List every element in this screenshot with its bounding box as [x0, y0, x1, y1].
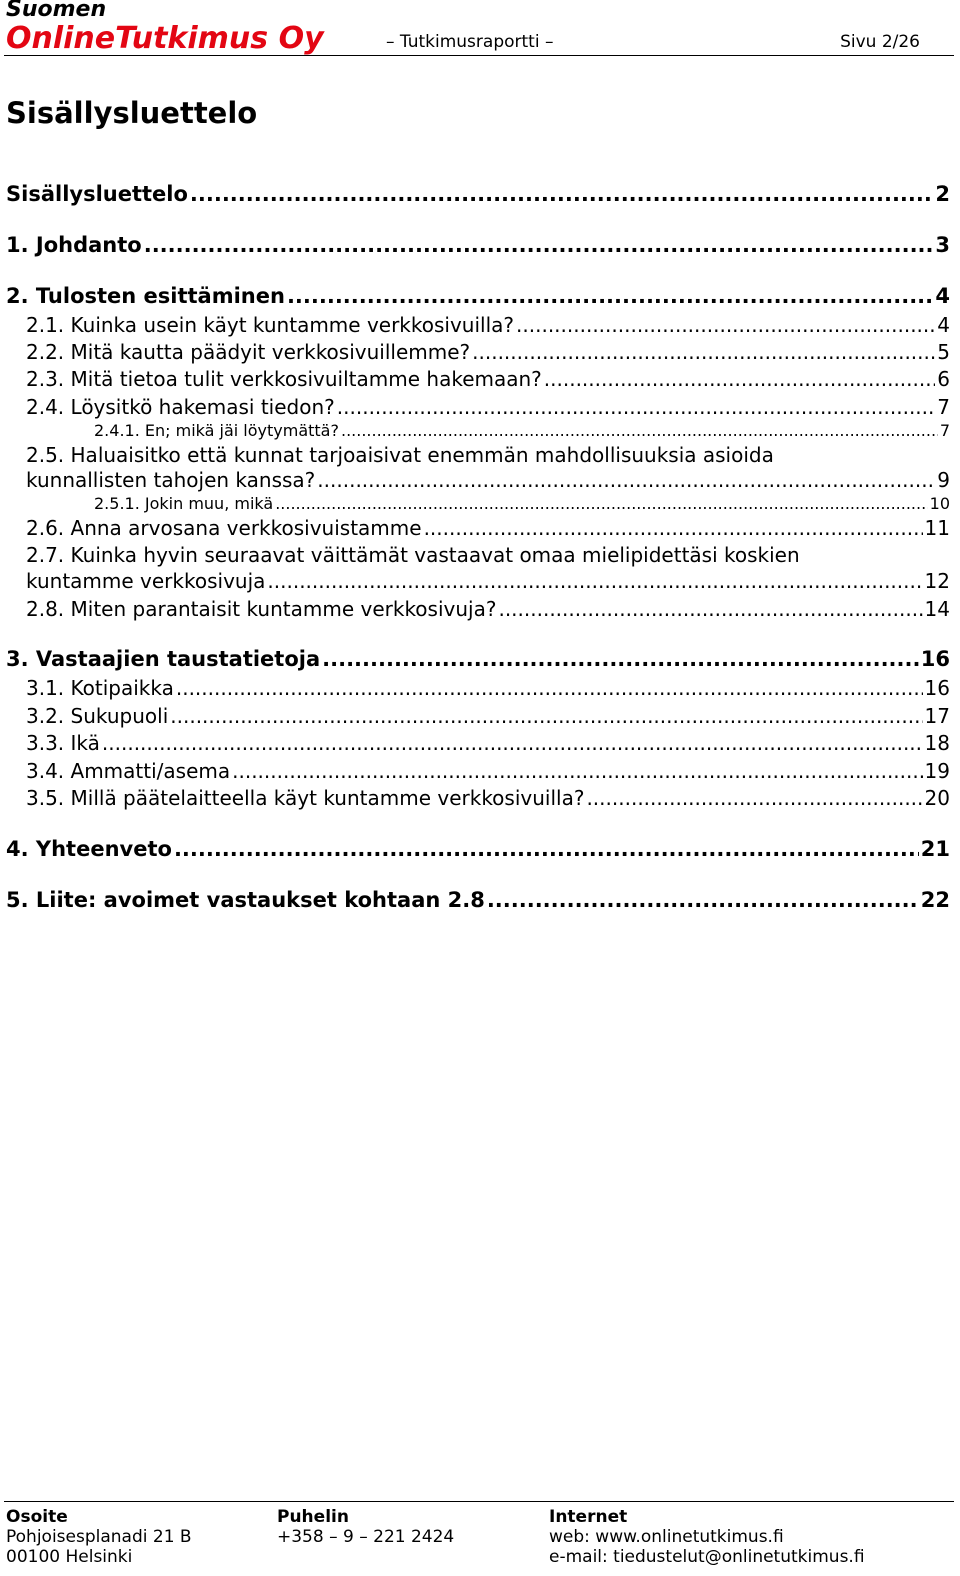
footer-internet	[549, 1507, 865, 1567]
toc-entry-label-line1[interactable]: 2.5. Haluaisitko että kunnat tarjoaisivat enemmän mahdollisuuksia asioida	[26, 443, 774, 467]
toc-entry-page: 4	[937, 313, 950, 337]
footer-phone-number: +358 – 9 – 221 2424	[277, 1527, 455, 1547]
footer-address-line2: 00100 Helsinki	[6, 1547, 133, 1567]
toc-leader-dots	[317, 468, 935, 493]
toc-leader-dots	[170, 704, 922, 729]
toc-entry-label: 3.1. Kotipaikka	[26, 676, 174, 700]
toc-entry-page: 6	[937, 367, 950, 391]
toc-entry-page: 11	[924, 516, 950, 540]
toc-entry-label: 3. Vastaajien taustatietoja	[6, 647, 321, 671]
toc-entry[interactable]	[6, 283, 950, 309]
toc-leader-dots	[341, 421, 938, 441]
toc-entry[interactable]	[26, 569, 950, 594]
toc-leader-dots	[176, 676, 923, 701]
toc-entry-label: 2.8. Miten parantaisit kuntamme verkkosivuja?	[26, 597, 497, 621]
toc-entry[interactable]	[26, 597, 950, 622]
toc-entry[interactable]	[6, 887, 950, 913]
toc-leader-dots	[424, 516, 923, 541]
toc-entry-label: 2.5.1. Jokin muu, mikä	[94, 494, 274, 513]
toc-entry-page: 20	[924, 786, 950, 810]
toc-entry[interactable]	[26, 759, 950, 784]
toc-entry[interactable]	[26, 313, 950, 338]
toc-entry-label: 3.5. Millä päätelaitteella käyt kuntamme verkkosivuilla?	[26, 786, 585, 810]
toc-leader-dots	[174, 836, 919, 862]
toc-entry[interactable]	[94, 421, 950, 441]
toc-leader-dots	[337, 395, 935, 420]
report-label: – Tutkimusraportti –	[386, 32, 554, 52]
toc-entry-label: 2.4. Löysitkö hakemasi tiedon?	[26, 395, 335, 419]
toc-title: Sisällysluettelo	[6, 96, 258, 130]
footer-address	[6, 1507, 192, 1567]
toc-leader-dots	[232, 759, 922, 784]
toc-entry-label: 1. Johdanto	[6, 233, 142, 257]
toc-leader-dots	[275, 494, 927, 514]
toc-leader-dots	[322, 646, 919, 672]
toc-entry-page: 17	[924, 704, 950, 728]
company-name-line2: OnlineTutkimus Oy	[6, 21, 324, 56]
toc-entry[interactable]	[26, 468, 950, 493]
toc-leader-dots	[586, 786, 922, 811]
toc-entry-page: 22	[920, 888, 950, 912]
page-header	[4, 0, 954, 56]
toc-entry-label: 2.6. Anna arvosana verkkosivuistamme	[26, 516, 422, 540]
toc-entry[interactable]	[26, 395, 950, 420]
toc-entry-label-line2: kunnallisten tahojen kanssa?	[26, 468, 316, 492]
toc-entry-page: 18	[924, 731, 950, 755]
toc-entry-label: 3.3. Ikä	[26, 731, 100, 755]
toc-entry-label: 3.2. Sukupuoli	[26, 704, 169, 728]
toc-leader-dots	[487, 887, 919, 913]
toc-leader-dots	[287, 283, 933, 309]
toc-entry-label-line1[interactable]: 2.7. Kuinka hyvin seuraavat väittämät vastaavat omaa mielipidettäsi koskien	[26, 543, 800, 567]
footer-phone	[277, 1507, 454, 1547]
toc-entry[interactable]	[26, 731, 950, 756]
toc-entry-page: 5	[937, 340, 950, 364]
toc-entry-page: 9	[937, 468, 950, 492]
company-name-line1: Suomen	[6, 0, 107, 22]
toc-entry[interactable]	[26, 516, 950, 541]
toc-entry-page: 3	[935, 233, 950, 257]
toc-entry-page: 14	[924, 597, 950, 621]
toc-entry-label: 5. Liite: avoimet vastaukset kohtaan 2.8	[6, 888, 485, 912]
toc-entry-label: 2.3. Mitä tietoa tulit verkkosivuiltamme hakemaan?	[26, 367, 542, 391]
toc-entry-label: 2.1. Kuinka usein käyt kuntamme verkkosivuilla?	[26, 313, 515, 337]
toc-entry-label: 2.4.1. En; mikä jäi löytymättä?	[94, 421, 339, 440]
toc-entry-page: 19	[924, 759, 950, 783]
toc-entry[interactable]	[94, 494, 950, 514]
toc-entry-page: 21	[920, 837, 950, 861]
toc-entry-page: 12	[924, 569, 950, 593]
toc-entry-page: 2	[935, 182, 950, 206]
page-footer	[4, 1501, 954, 1576]
toc-entry[interactable]	[26, 676, 950, 701]
toc-entry[interactable]	[6, 181, 950, 207]
page-number: Sivu 2/26	[840, 32, 920, 52]
toc-entry[interactable]	[26, 786, 950, 811]
toc-entry-label: 3.4. Ammatti/asema	[26, 759, 231, 783]
footer-internet-heading: Internet	[549, 1507, 628, 1527]
footer-address-heading: Osoite	[6, 1507, 68, 1527]
toc-entry[interactable]	[6, 232, 950, 258]
toc-entry-page: 4	[935, 284, 950, 308]
toc-entry[interactable]	[26, 704, 950, 729]
toc-entry-page: 7	[939, 421, 950, 440]
toc-entry-page: 10	[929, 494, 950, 513]
toc-entry-label: 4. Yhteenveto	[6, 837, 172, 861]
footer-phone-heading: Puhelin	[277, 1507, 349, 1527]
toc-leader-dots	[498, 597, 922, 622]
toc-entry[interactable]	[6, 646, 950, 672]
toc-leader-dots	[544, 367, 935, 392]
toc-entry-page: 16	[924, 676, 950, 700]
toc-entry[interactable]	[26, 367, 950, 392]
toc-entry[interactable]	[6, 836, 950, 862]
toc-entry[interactable]	[26, 340, 950, 365]
toc-entry-label-line2: kuntamme verkkosivuja	[26, 569, 266, 593]
toc-entry-label: Sisällysluettelo	[6, 182, 188, 206]
toc-entry-label: 2. Tulosten esittäminen	[6, 284, 285, 308]
footer-address-line1: Pohjoisesplanadi 21 B	[6, 1527, 192, 1547]
toc-leader-dots	[144, 232, 934, 258]
toc-leader-dots	[516, 313, 935, 338]
footer-email-link[interactable]: e-mail: tiedustelut@onlinetutkimus.fi	[549, 1547, 865, 1567]
toc-leader-dots	[102, 731, 923, 756]
toc-entry-page: 16	[920, 647, 950, 671]
toc-entry-page: 7	[937, 395, 950, 419]
footer-web-link[interactable]: web: www.onlinetutkimus.fi	[549, 1527, 784, 1547]
toc-entry-label: 2.2. Mitä kautta päädyit verkkosivuillemme?	[26, 340, 471, 364]
toc-leader-dots	[472, 340, 935, 365]
toc-leader-dots	[190, 181, 933, 207]
toc-leader-dots	[267, 569, 922, 594]
